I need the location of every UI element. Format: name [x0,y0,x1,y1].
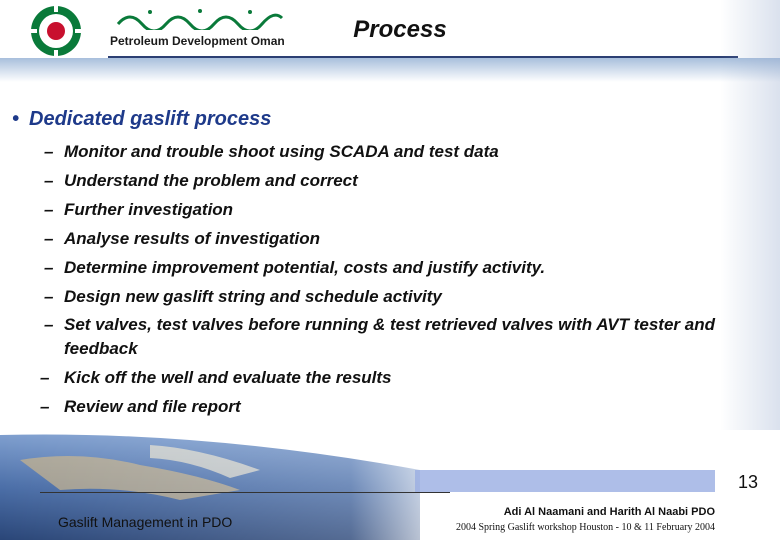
footer-left-text: Gaslift Management in PDO [58,514,233,530]
dash-icon: – [44,315,54,334]
page-number: 13 [738,472,759,492]
bullet-icon: • [12,108,20,130]
slide-header [0,0,780,62]
dash-icon: – [40,397,50,416]
dash-icon: – [40,368,50,387]
footer-event: 2004 Spring Gaslift workshop Houston - 10 & 11 February 2004 [455,522,715,533]
dash-icon: – [44,200,54,219]
arabic-logo-icon [110,6,290,30]
company-name: Petroleum Development Oman [110,34,285,48]
slide-title: Process [353,16,447,43]
main-bullet [12,108,271,131]
header-gradient-band [0,58,780,82]
dash-icon: – [44,287,54,306]
dash-icon: – [44,229,54,248]
dash-icon: – [44,258,54,277]
footer-authors: Adi Al Naamani and Harith Al Naabi PDO [503,506,715,518]
dash-icon: – [44,171,54,190]
dash-icon: – [44,142,54,161]
main-bullet-text: Dedicated gaslift process [29,108,272,130]
pdo-logo-icon [10,4,102,58]
